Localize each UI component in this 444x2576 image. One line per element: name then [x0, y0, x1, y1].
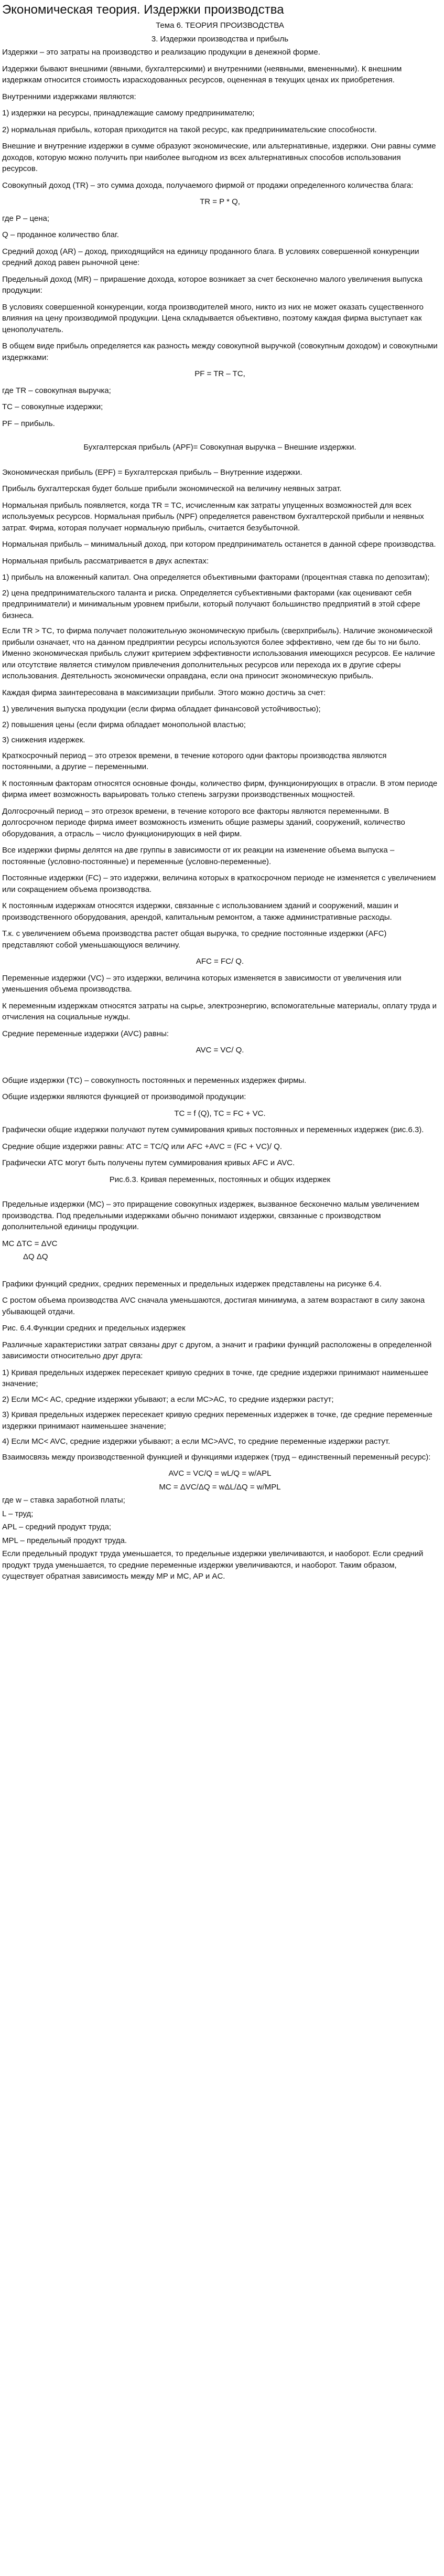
- figure-caption: Рис. 6.4.Функции средних и предельных издержек: [2, 1324, 186, 1333]
- list-item: 2) нормальная прибыль, которая приходится на такой ресурс, как предпринимательские способности.: [2, 125, 377, 134]
- section-heading: 3. Издержки производства и прибыль: [151, 34, 289, 44]
- formula: AFC = FC/ Q.: [196, 957, 244, 966]
- formula: Бухгалтерская прибыль (APF)= Совокупная выручка – Внешние издержки.: [83, 443, 356, 452]
- paragraph: Графически ATC могут быть получены путем суммирования кривых AFC и AVC.: [2, 1158, 295, 1167]
- paragraph: Постоянные издержки (FC) – это издержки, величина которых в краткосрочном периоде не изменяется с увеличением или сокращением объема производства.: [2, 874, 436, 894]
- list-item: 3) снижения издержек.: [2, 736, 85, 744]
- paragraph: Каждая фирма заинтересована в максимизации прибыли. Этого можно достичь за счет:: [2, 688, 326, 697]
- formula: MC ΔTC = ΔVC: [2, 1239, 58, 1248]
- paragraph: Различные характеристики затрат связаны друг с другом, а значит и графики функций расположены в определенной зависимости относительно друг друга:: [2, 1340, 432, 1360]
- paragraph: Если предельный продукт труда уменьшается, то предельные издержки увеличиваются, и наоборот. Если средний продукт труда уменьшается, то средние переменные издержки увеличиваются, и наоборот. Таким образом, существует обратная зависимость между MP и MC, AP и AC.: [2, 1549, 424, 1581]
- paragraph: Общие издержки являются функцией от производимой продукции:: [2, 1092, 246, 1101]
- paragraph: В общем виде прибыль определяется как разность между совокупной выручкой (совокупным доходом) и совокупными издержками:: [2, 342, 438, 362]
- paragraph: Предельные издержки (МС) – это приращение совокупных издержек, вызванное бесконечно малым увеличением производства. Под предельными издержками обычно понимают издержки, связанные с производством дополнительной единицы продукции.: [2, 1200, 419, 1231]
- document-title: Экономическая теория. Издержки производства: [2, 3, 284, 17]
- list-item: 2) повышения цены (если фирма обладает монопольной властью;: [2, 720, 246, 729]
- paragraph: где TR – совокупная выручка;: [2, 386, 111, 395]
- paragraph: Если TR > TC, то фирма получает положительную экономическую прибыль (сверхприбыль). Наличие экономической прибыли означает, что на данном предприятии ресурсы используются более эффективно, чем где бы то ни было. Именно экономическая прибыль служит критерием эффективности использования имеющихся ресурсов. Ее наличие или отсутствие является стимулом привлечения дополнительных ресурсов или перехода их в другие сферы использования. Деятельность экономически оправдана, если она приносит экономическую прибыль.: [2, 626, 435, 680]
- list-item: 4) Если MC< AVC, средние издержки убывают; а если MC>AVC, то средние переменные издержки растут.: [2, 1437, 391, 1446]
- paragraph: К переменным издержкам относятся затраты на сырье, электроэнергию, вспомогательные материалы, оплату труда и отчисления на социальные нужды.: [2, 1001, 437, 1021]
- paragraph: Переменные издержки (VC) – это издержки, величина которых изменяется в зависимости от увеличения или уменьшения объема производства.: [2, 973, 402, 994]
- paragraph: Предельный доход (MR) – прирашение дохода, которое возникает за счет бесконечно малого увеличения выпуска продукции:: [2, 274, 423, 295]
- figure-caption: Рис.6.3. Кривая переменных, постоянных и общих издержек: [109, 1175, 331, 1184]
- paragraph: Нормальная прибыль рассматривается в двух аспектах:: [2, 556, 209, 566]
- paragraph: Графически общие издержки получают путем суммирования кривых постоянных и переменных издержек (рис.6.3).: [2, 1125, 424, 1134]
- list-item: 3) Кривая предельных издержек пересекает кривую средних переменных издержек в точке, где средние переменные издержки принимают наименьшее значение;: [2, 1410, 432, 1431]
- formula: AVC = VC/ Q.: [196, 1046, 244, 1055]
- paragraph: Долгосрочный период – это отрезок времени, в течение которого все факторы являются переменными. В долгосрочном периоде фирма имеет возможность изменить общие размеры зданий, сооружений, количество оборудования, а отрасль – число функционирующих в ней фирм.: [2, 806, 405, 838]
- formula: TC = f (Q), TC = FC + VC.: [174, 1109, 266, 1118]
- paragraph: Нормальная прибыль – минимальный доход, при котором предприниматель останется в данной сфере производства.: [2, 540, 436, 549]
- paragraph: Нормальная прибыль появляется, когда TR = TC, исчисленным как затраты упущенных возможностей для всех используемых ресурсов. Нормальная прибыль (NPF) определяется равенством бухгалтерской прибыли и неявных затрат. Фирма, которая получает нормальную прибыль, считается безубыточной.: [2, 501, 424, 533]
- paragraph: К постоянным издержкам относятся издержки, связанные с использованием зданий и сооружений, машин и производственного оборудования, арендой, капитальным ремонтом, а также административные расходы.: [2, 901, 398, 922]
- paragraph: К постоянным факторам относятся основные фонды, количество фирм, функционирующих в отрасли. В этом периоде фирма имеет возможность варьировать только степень загрузки производственных мощностей.: [2, 779, 438, 799]
- paragraph: MPL – предельный продукт труда.: [2, 1536, 127, 1545]
- formula: MC = ΔVC/ΔQ = wΔL/ΔQ = w/MPL: [159, 1482, 281, 1492]
- paragraph: APL – средний продукт труда;: [2, 1523, 112, 1531]
- paragraph: Средние общие издержки равны: ATC = TC/Q или AFC +AVC = (FC + VC)/ Q.: [2, 1142, 283, 1151]
- list-item: 2) Если MC< AC, средние издержки убывают; а если MC>AC, то средние издержки растут;: [2, 1395, 334, 1404]
- topic-heading: Тема 6. ТЕОРИЯ ПРОИЗВОДСТВА: [156, 21, 284, 30]
- paragraph: Прибыль бухгалтерская будет больше прибыли экономической на величину неявных затрат.: [2, 484, 342, 493]
- paragraph: Графики функций средних, средних переменных и предельных издержек представлены на рисунке 6.4.: [2, 1279, 382, 1289]
- paragraph: Экономическая прибыль (EPF) = Бухгалтерская прибыль – Внутренние издержки.: [2, 467, 302, 477]
- paragraph: Т.к. с увеличением объема производства растет общая выручка, то средние постоянные издержки (AFC) представляют собой уменьшающуюся величину.: [2, 929, 387, 950]
- formula: TR = P * Q,: [200, 197, 240, 206]
- paragraph: Внешние и внутренние издержки в сумме образуют экономические, или альтернативные, издержки. Они равны сумме доходов, которую можно получить при наиболее выгодном из всех альтернативных способов использования ресурсов.: [2, 142, 436, 173]
- paragraph: Q – проданное количество благ.: [2, 230, 119, 239]
- paragraph: Внутренними издержками являются:: [2, 92, 136, 101]
- list-item: 1) издержки на ресурсы, принадлежащие самому предпринимателю;: [2, 109, 255, 118]
- paragraph: В условиях совершенной конкуренции, когда производителей много, никто из них не может оказать существенного влияния на цену производимой продукции. Цена складывается объективно, поэтому каждая фирма выступает как ценополучатель.: [2, 302, 424, 334]
- list-item: 2) цена предпринимательского таланта и риска. Определяется субъективными факторами (как оценивают себя предприниматели) и минимальным уровнем прибыли, который получают большинство предприятий в этой сфере бизнеса.: [2, 588, 420, 620]
- paragraph: Издержки – это затраты на производство и реализацию продукции в денежной форме.: [2, 48, 320, 57]
- formula: PF = TR – TC,: [194, 369, 245, 378]
- paragraph: Общие издержки (TC) – совокупность постоянных и переменных издержек фирмы.: [2, 1076, 307, 1085]
- paragraph: С ростом объема производства AVC сначала уменьшаются, достигая минимума, а затем возрастают в силу закона убывающей отдачи.: [2, 1296, 425, 1316]
- paragraph: Средние переменные издержки (AVC) равны:: [2, 1029, 169, 1038]
- paragraph: L – труд;: [2, 1509, 34, 1518]
- formula: AVC = VC/Q = wL/Q = w/APL: [168, 1469, 272, 1478]
- paragraph: Средний доход (AR) – доход, приходящийся на единицу проданного блага. В условиях совершенной конкуренции средний доход равен рыночной цене:: [2, 247, 419, 267]
- list-item: 1) Кривая предельных издержек пересекает кривую средних в точке, где средние издержки принимают наименьшее значение;: [2, 1368, 429, 1388]
- paragraph: Совокупный доход (TR) – это сумма дохода, получаемого фирмой от продажи определенного количества блага:: [2, 180, 414, 190]
- list-item: 1) прибыль на вложенный капитал. Она определяется объективными факторами (процентная ставка по депозитам);: [2, 573, 430, 582]
- paragraph: Издержки бывают внешними (явными, бухгалтерскими) и внутренними (неявными, вмененными). К внешним издержкам относится стоимость израсходованных ресурсов, оцененная в текущих ценах их приобретения.: [2, 64, 402, 84]
- formula-denominator: ΔQ ΔQ: [23, 1252, 48, 1261]
- list-item: 1) увеличения выпуска продукции (если фирма обладает финансовой устойчивостью);: [2, 705, 321, 714]
- paragraph: Все издержки фирмы делятся на две группы в зависимости от их реакции на изменение объема выпуска – постоянные (условно-постоянные) и переменные (условно-переменные).: [2, 846, 395, 866]
- paragraph: PF – прибыль.: [2, 419, 55, 428]
- paragraph: где w – ставка заработной платы;: [2, 1496, 125, 1505]
- paragraph: где P – цена;: [2, 214, 50, 223]
- paragraph: Краткосрочный период – это отрезок времени, в течение которого одни факторы производства являются постоянными, а другие – переменными.: [2, 751, 387, 771]
- paragraph: Взаимосвязь между производственной функцией и функциями издержек (труд – единственный переменный ресурс):: [2, 1452, 431, 1462]
- paragraph: TC – совокупные издержки;: [2, 402, 103, 411]
